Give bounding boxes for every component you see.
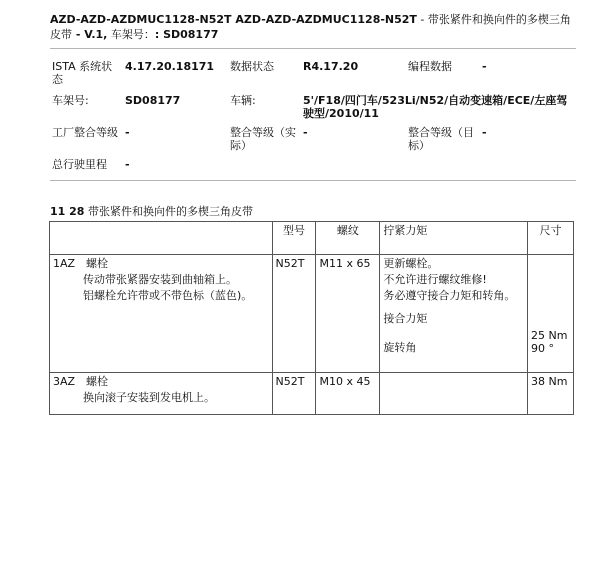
data-state-label: 数据状态 [230, 60, 274, 73]
title-vin-value: : SD08177 [154, 28, 219, 41]
vin-label: 车架号: [52, 94, 89, 107]
vehicle-label: 车辆: [230, 94, 256, 107]
row-thread: M11 x 65 [316, 255, 380, 373]
row-code: 3AZ [53, 375, 76, 388]
row-type: N52T [272, 373, 316, 415]
torque-table [49, 221, 574, 415]
prog-label: 编程数据 [408, 60, 452, 73]
row-3az-description [50, 373, 273, 415]
title-text: - 带张紧件和换向件的多楔三角皮带 [50, 13, 571, 41]
header-torque: 拧紧力矩 [380, 222, 528, 255]
header-type: 型号 [272, 222, 316, 255]
row-size: 38 Nm [528, 373, 574, 415]
title-version: - V.1, [72, 28, 108, 41]
table-header-row [50, 222, 574, 255]
joining-torque-label: 接合力矩 [383, 312, 428, 325]
factory-level-label: 工厂整合等级 [52, 126, 118, 139]
torque-note-2: 不允许进行螺纹维修! [383, 273, 487, 286]
section-title: 带张紧件和换向件的多楔三角皮带 [84, 205, 253, 218]
row-desc-2: 铝螺栓允许带或不带色标（蓝色)。 [83, 289, 253, 302]
rotation-angle-label: 旋转角 [383, 341, 417, 354]
row-size [528, 255, 574, 373]
prog-value: - [482, 60, 487, 73]
actual-level-label: 整合等级（实际） [230, 126, 296, 152]
data-state-value: R4.17.20 [303, 60, 359, 73]
row-desc-1: 传动带张紧器安装到曲轴箱上。 [83, 273, 237, 286]
rotation-angle-value: 90 ° [531, 342, 555, 355]
row-thread: M10 x 45 [316, 373, 380, 415]
torque-note-1: 更新螺栓。 [383, 257, 439, 270]
document-title [50, 12, 580, 42]
row-torque [380, 373, 528, 415]
vin-value: SD08177 [125, 94, 181, 107]
title-code: AZD-AZD-AZDMUC1128-N52T AZD-AZD-AZDMUC1128-N52T [50, 13, 417, 26]
mileage-value: - [125, 158, 130, 171]
title-vin-label: 车架号： [107, 28, 155, 41]
header-size: 尺寸 [528, 222, 574, 255]
header-thread: 螺纹 [316, 222, 380, 255]
row-code: 1AZ [53, 257, 76, 270]
ista-label: ISTA 系统状态 [52, 60, 113, 86]
row-1az-description [50, 255, 273, 373]
target-level-label: 整合等级（目标） [408, 126, 474, 152]
joining-torque-value: 25 Nm [531, 329, 568, 342]
divider-bottom [50, 180, 576, 181]
row-name: 螺栓 [86, 257, 108, 270]
target-level-value: - [482, 126, 487, 139]
ista-value: 4.17.20.18171 [125, 60, 215, 73]
mileage-label: 总行驶里程 [52, 158, 107, 171]
row-name: 螺栓 [86, 375, 108, 388]
vehicle-value: 5'/F18/四门车/523Li/N52/自动变速箱/ECE/左座驾驶型/2010/11 [303, 94, 568, 120]
section-number: 11 28 [50, 205, 85, 218]
table-row [50, 255, 574, 373]
row-torque [380, 255, 528, 373]
divider-top [50, 48, 576, 49]
factory-level-value: - [125, 126, 130, 139]
header-blank [50, 222, 273, 255]
table-row [50, 373, 574, 415]
actual-level-value: - [303, 126, 308, 139]
section-heading [50, 203, 253, 219]
row-desc-1: 换向滚子安装到发电机上。 [83, 391, 215, 404]
row-type: N52T [272, 255, 316, 373]
torque-note-3: 务必遵守接合力矩和转角。 [383, 289, 516, 302]
